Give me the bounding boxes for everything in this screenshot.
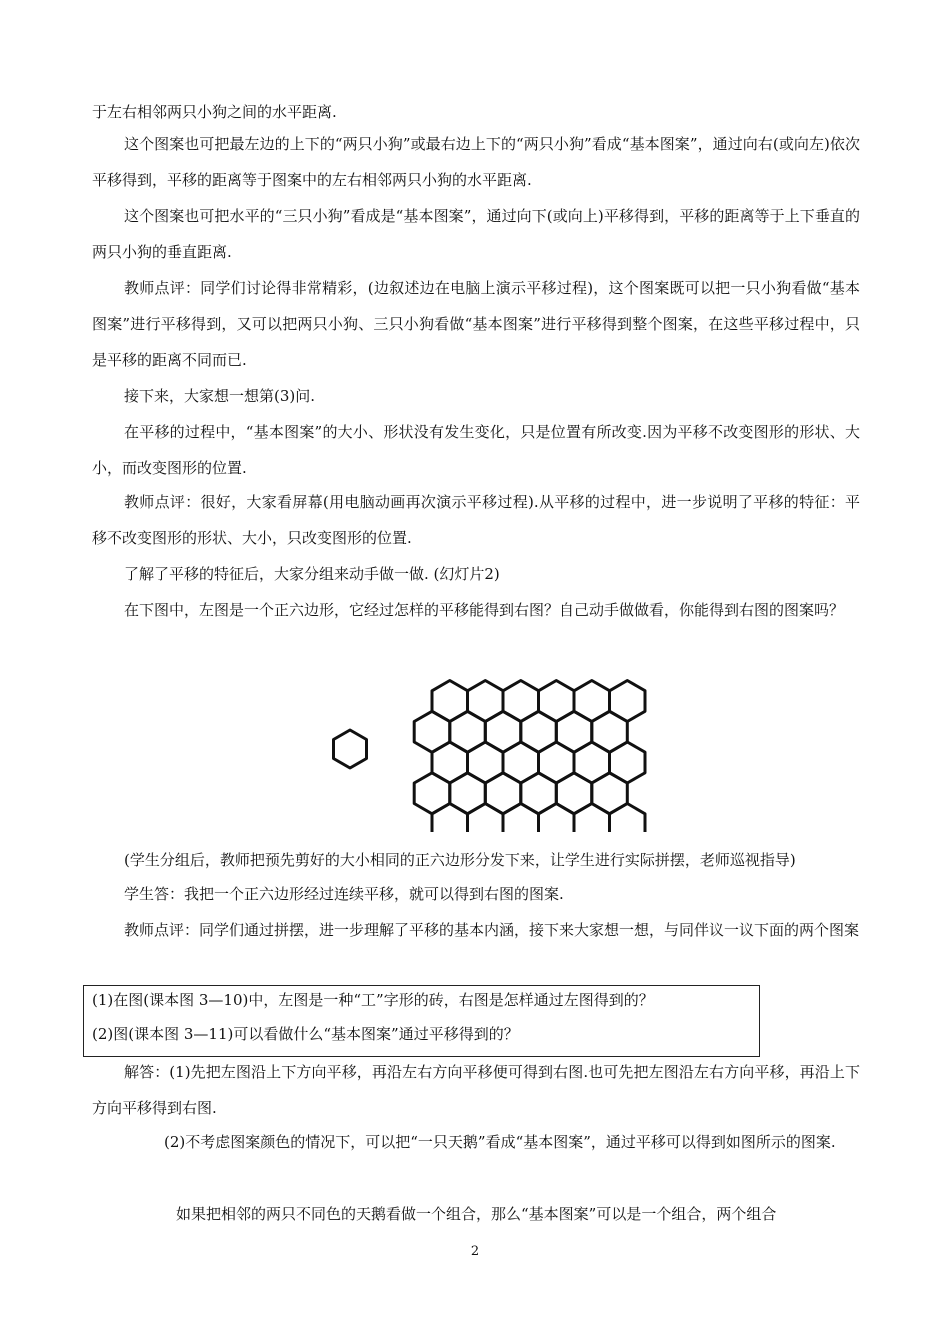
paragraph-10: (学生分组后，教师把预先剪好的大小相同的正六边形分发下来，让学生进行实际拼摆，老师巡视指导) [124,851,796,869]
paragraph-7: 教师点评：很好，大家看屏幕(用电脑动画再次演示平移过程).从平移的过程中，进一步说明了平移的特征：平移不改变图形的形状、大小，只改变图形的位置. [92,493,860,547]
question-2: (2)图(课本图 3—11)可以看做什么“基本图案”通过平移得到的？ [92,1025,519,1043]
hexagon-figure [318,668,664,832]
grid-hexagon [539,804,575,833]
paragraph-5: 接下来，大家想一想第(3)问. [124,387,316,405]
paragraph-12: 教师点评：同学们通过拼摆，进一步理解了平移的基本内涵，接下来大家想一想，与同伴议一议下面的两个图案 [124,921,860,939]
paragraph-9: 在下图中，左图是一个正六边形，它经过怎样的平移能得到右图？自己动手做做看，你能得到右图的图案吗？ [124,601,845,619]
grid-hexagon [468,804,504,833]
paragraph-3: 这个图案也可把水平的“三只小狗”看成是“基本图案”，通过向下(或向上)平移得到，平移的距离等于上下垂直的两只小狗的垂直距离. [92,207,860,261]
paragraph-2: 这个图案也可把最左边的上下的“两只小狗”或最右边上下的“两只小狗”看成“基本图案”，通过向右(或向左)依次平移得到，平移的距离等于图案中的左右相邻两只小狗的水平距离. [92,135,860,189]
hexagon-tessellation [414,681,645,833]
paragraph-13: 解答：(1)先把左图沿上下方向平移，再沿左右方向平移便可得到右图.也可先把左图沿左右方向平移，再沿上下方向平移得到右图. [92,1063,860,1117]
grid-hexagon [432,804,468,833]
paragraph-15: 如果把相邻的两只不同色的天鹅看做一个组合，那么“基本图案”可以是一个组合，两个组合 [176,1205,777,1223]
grid-hexagon [610,804,646,833]
paragraph-8: 了解了平移的特征后，大家分组来动手做一做. (幻灯片2) [124,565,500,583]
paragraph-14: (2)不考虑图案颜色的情况下，可以把“一只天鹅”看成“基本图案”，通过平移可以得到如图所示的图案. [164,1133,836,1151]
single-hexagon [334,730,367,768]
paragraph-6: 在平移的过程中，“基本图案”的大小、形状没有发生变化，只是位置有所改变.因为平移不改变图形的形状、大小，而改变图形的位置. [92,423,860,477]
hexagon [334,730,367,768]
question-box [83,985,760,1057]
grid-hexagon [574,804,610,833]
paragraph-11: 学生答：我把一个正六边形经过连续平移，就可以得到右图的图案. [124,885,564,903]
paragraph-1: 于左右相邻两只小狗之间的水平距离. [92,103,337,121]
page-number: 2 [470,1244,480,1259]
paragraph-4: 教师点评：同学们讨论得非常精彩，(边叙述边在电脑上演示平移过程)，这个图案既可以把一只小狗看做“基本图案”进行平移得到，又可以把两只小狗、三只小狗看做“基本图案”进行平移得到整个图案，在这些平移过程中，只是平移的距离不同而已. [92,279,860,369]
grid-hexagon [503,804,539,833]
question-1: (1)在图(课本图 3—10)中，左图是一种“工”字形的砖，右图是怎样通过左图得到的？ [92,991,654,1009]
